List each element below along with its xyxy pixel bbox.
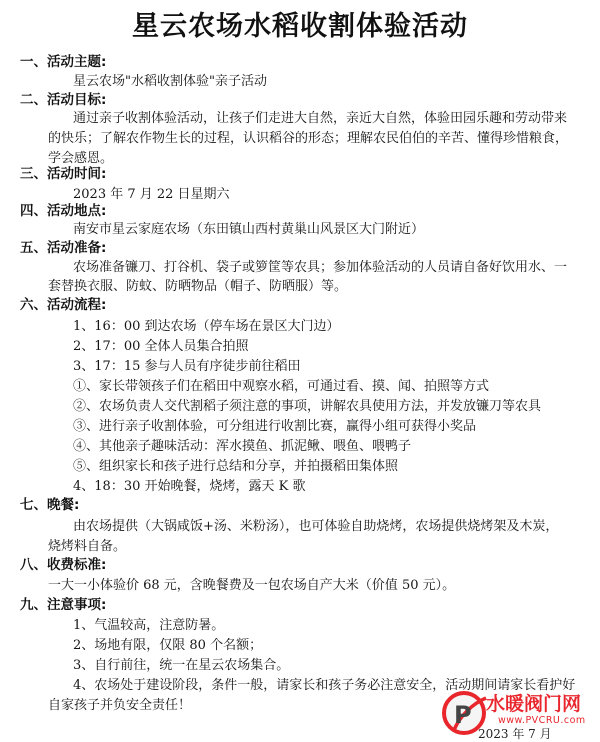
flow-substep: ①、家长带领孩子们在稻田中观察水稻，可通过看、摸、闻、拍照等方式 bbox=[73, 379, 490, 394]
goal-line: 通过亲子收割体验活动，让孩子们走进大自然，亲近大自然，体验田园乐趣和劳动带来 bbox=[73, 111, 568, 126]
section-heading-fee: 八、收费标准: bbox=[20, 557, 107, 573]
section-heading-time: 三、活动时间: bbox=[20, 166, 107, 182]
flow-step: 2、17：00 全体人员集合拍照 bbox=[73, 339, 249, 354]
watermark-site-url: www.PVCRU.com bbox=[498, 715, 586, 726]
flow-substep: ④、其他亲子趣味活动：浑水摸鱼、抓泥鳅、喂鱼、喂鸭子 bbox=[73, 439, 412, 454]
watermark-logo-icon bbox=[440, 686, 492, 738]
watermark-logo-letter: P bbox=[454, 701, 472, 729]
dinner-line: 烧烤料自备。 bbox=[48, 539, 127, 554]
dinner-line: 由农场提供（大锅咸饭+汤、米粉汤），也可体验自助烧烤，农场提供烧烤架及木炭， bbox=[73, 519, 559, 534]
page-title: 星云农场水稻收割体验活动 bbox=[132, 11, 468, 42]
time-line: 2023 年 7 月 22 日星期六 bbox=[73, 187, 230, 202]
section-heading-prep: 五、活动准备: bbox=[20, 240, 107, 256]
section-heading-flow: 六、活动流程: bbox=[20, 297, 107, 313]
notes-line: 1、气温较高，注意防暑。 bbox=[73, 618, 225, 633]
notes-line: 3、自行前往，统一在星云农场集合。 bbox=[73, 658, 290, 673]
goal-line: 的快乐；了解农作物生长的过程，认识稻谷的形态；理解农民伯伯的辛苦、懂得珍惜粮食， bbox=[48, 131, 569, 146]
notes-line: 2、场地有限，仅限 80 个名额； bbox=[73, 638, 263, 653]
section-heading-notes: 九、注意事项: bbox=[20, 597, 107, 613]
flow-substep: ⑤、组织家长和孩子进行总结和分享，并拍摄稻田集体照 bbox=[73, 459, 399, 474]
flow-step: 3、17：15 参与人员有序徒步前往稻田 bbox=[73, 359, 301, 374]
flow-substep: ②、农场负责人交代割稻子须注意的事项，讲解农具使用方法，并发放镰刀等农具 bbox=[73, 399, 542, 414]
theme-line: 星云农场"水稻收割体验"亲子活动 bbox=[73, 74, 267, 89]
flow-substep: ③、进行亲子收割体验，可分组进行收割比赛，赢得小组可获得小奖品 bbox=[73, 419, 477, 434]
fee-line: 一大一小体验价 68 元，含晚餐费及一包农场自产大米（价值 50 元）。 bbox=[48, 578, 456, 593]
watermark-site-name: 水暖阀门网 bbox=[486, 693, 582, 715]
prep-line: 套替换衣服、防蚊、防晒物品（帽子、防晒服）等。 bbox=[48, 279, 348, 294]
section-heading-place: 四、活动地点: bbox=[20, 203, 107, 219]
notes-line: 自家孩子并负安全责任！ bbox=[48, 698, 192, 713]
goal-line: 学会感恩。 bbox=[48, 151, 114, 166]
site-watermark bbox=[440, 686, 600, 741]
flow-step: 4、18：30 开始晚餐，烧烤，露天 K 歌 bbox=[73, 479, 306, 494]
prep-line: 农场准备镰刀、打谷机、袋子或箩筐等农具；参加体验活动的人员请自备好饮用水、一 bbox=[73, 260, 568, 275]
section-heading-dinner: 七、晚餐: bbox=[20, 497, 80, 513]
section-heading-goal: 二、活动目标: bbox=[20, 92, 107, 108]
place-line: 南安市星云家庭农场（东田镇山西村黄巢山风景区大门附近） bbox=[73, 222, 425, 237]
flow-step: 1、16：00 到达农场（停车场在景区大门边） bbox=[73, 319, 340, 334]
footer-date: 2023 年 7 月 bbox=[478, 727, 552, 741]
notes-line: 4、农场处于建设阶段，条件一般，请家长和孩子务必注意安全，活动期间请家长看护好 bbox=[73, 678, 576, 693]
section-heading-theme: 一、活动主题: bbox=[20, 54, 107, 70]
